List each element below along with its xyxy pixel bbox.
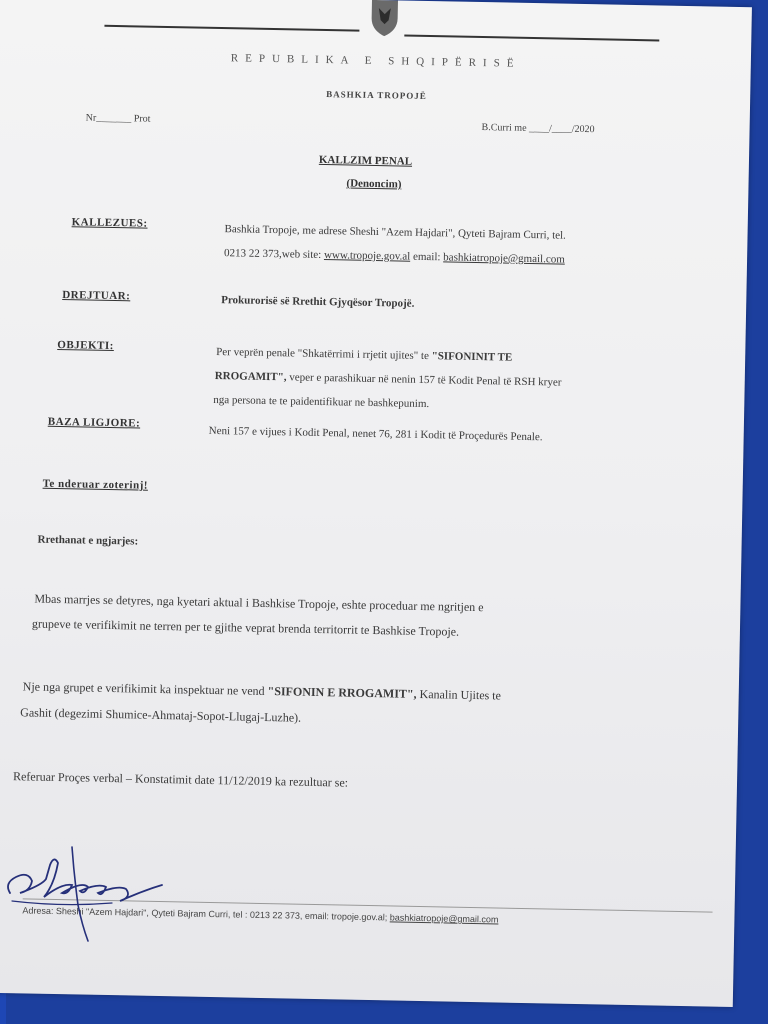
objekti-line3: nga persona te te paidentifikuar ne bashkepunim. xyxy=(213,393,430,411)
email-link[interactable]: bashkiatropoje@gmail.com xyxy=(443,251,565,266)
greeting: Te nderuar zoterinj! xyxy=(42,477,149,492)
coat-of-arms-icon xyxy=(369,0,400,36)
kallezues-line1: Bashkia Tropoje, me adrese Sheshi "Azem Hajdari", Qyteti Bajram Curri, tel. xyxy=(224,223,566,242)
paragraph3: Referuar Proçes verbal – Konstatimit date 11/12/2019 ka rezultuar se: xyxy=(12,769,349,790)
header-republic: REPUBLIKA E SHQIPËRISË xyxy=(230,52,521,70)
document-subtitle: (Denoncim) xyxy=(346,177,402,191)
nr-label: Nr xyxy=(85,112,97,124)
paragraph2-line1-end: Kanalin Ujites te xyxy=(416,686,502,703)
header-municipality: BASHKIA TROPOJË xyxy=(326,89,427,101)
baza-ligjore-text: Neni 157 e vijues i Kodit Penal, nenet 76, 281 i Kodit të Proçedurës Penale. xyxy=(208,424,543,444)
objekti-line1-bold: "SIFONINIT TE xyxy=(431,350,513,364)
objekti-line2-text: veper e parashikuar në nenin 157 të Kodit Penal të RSH kryer xyxy=(286,371,562,389)
paragraph1-line2: grupeve te verifikimit ne terren per te gjithe veprat brenda territorrit te Bashkise Tropoje. xyxy=(31,616,460,639)
header-rule-right xyxy=(404,35,659,42)
footer-address-text: Adresa: Sheshi "Azem Hajdari", Qyteti Bajram Curri, tel : 0213 22 373, email: tropoje.gov.al; xyxy=(22,905,390,923)
objekti-line1 xyxy=(216,346,512,364)
email-label: email: xyxy=(410,250,444,264)
paragraph2-line1 xyxy=(23,679,501,703)
header-rule-left xyxy=(104,25,359,32)
circumstances-heading: Rrethanat e ngjarjes: xyxy=(37,533,139,548)
objekti-line2-bold: RROGAMIT", xyxy=(214,369,287,384)
baza-ligjore-label: BAZA LIGJORE: xyxy=(47,415,141,430)
footer-email-link[interactable]: bashkiatropoje@gmail.com xyxy=(389,912,499,925)
website-link[interactable]: www.tropoje.gov.al xyxy=(323,249,411,263)
drejtuar-text: Prokurorisë së Rrethit Gjyqësor Tropojë. xyxy=(221,294,415,310)
document-title: KALLZIM PENAL xyxy=(318,153,413,168)
objekti-label: OBJEKTI: xyxy=(57,338,115,353)
kallezues-line2 xyxy=(224,247,565,266)
objekti-line1-text: Per veprën penale "Shkatërrimi i rrjetit ujites" te xyxy=(216,345,432,363)
paragraph1-line1: Mbas marrjes se detyres, nga kyetari aktual i Bashkise Tropoje, eshte proceduar me ngritjen e xyxy=(34,591,484,615)
date-line: B.Curri me ____/____/2020 xyxy=(481,122,595,136)
paragraph2-line2: Gashit (degezimi Shumice-Ahmataj-Sopot-Llugaj-Luzhe). xyxy=(20,705,302,725)
paragraph2-line1-bold: "SIFONIN E RROGAMIT", xyxy=(267,684,417,701)
protocol-number xyxy=(86,112,151,124)
drejtuar-label: DREJTUAR: xyxy=(62,289,131,303)
kallezues-phone-web-label: 0213 22 373,web site: xyxy=(223,247,325,262)
handwritten-signature xyxy=(2,845,212,945)
paragraph2-line1-text: Nje nga grupet e verifikimit ka inspektuar ne vend xyxy=(22,679,268,699)
kallezues-label: KALLEZUES: xyxy=(71,216,148,230)
nr-blank: _______ xyxy=(96,112,132,125)
objekti-line2 xyxy=(215,370,562,389)
prot-label: Prot xyxy=(133,113,151,125)
